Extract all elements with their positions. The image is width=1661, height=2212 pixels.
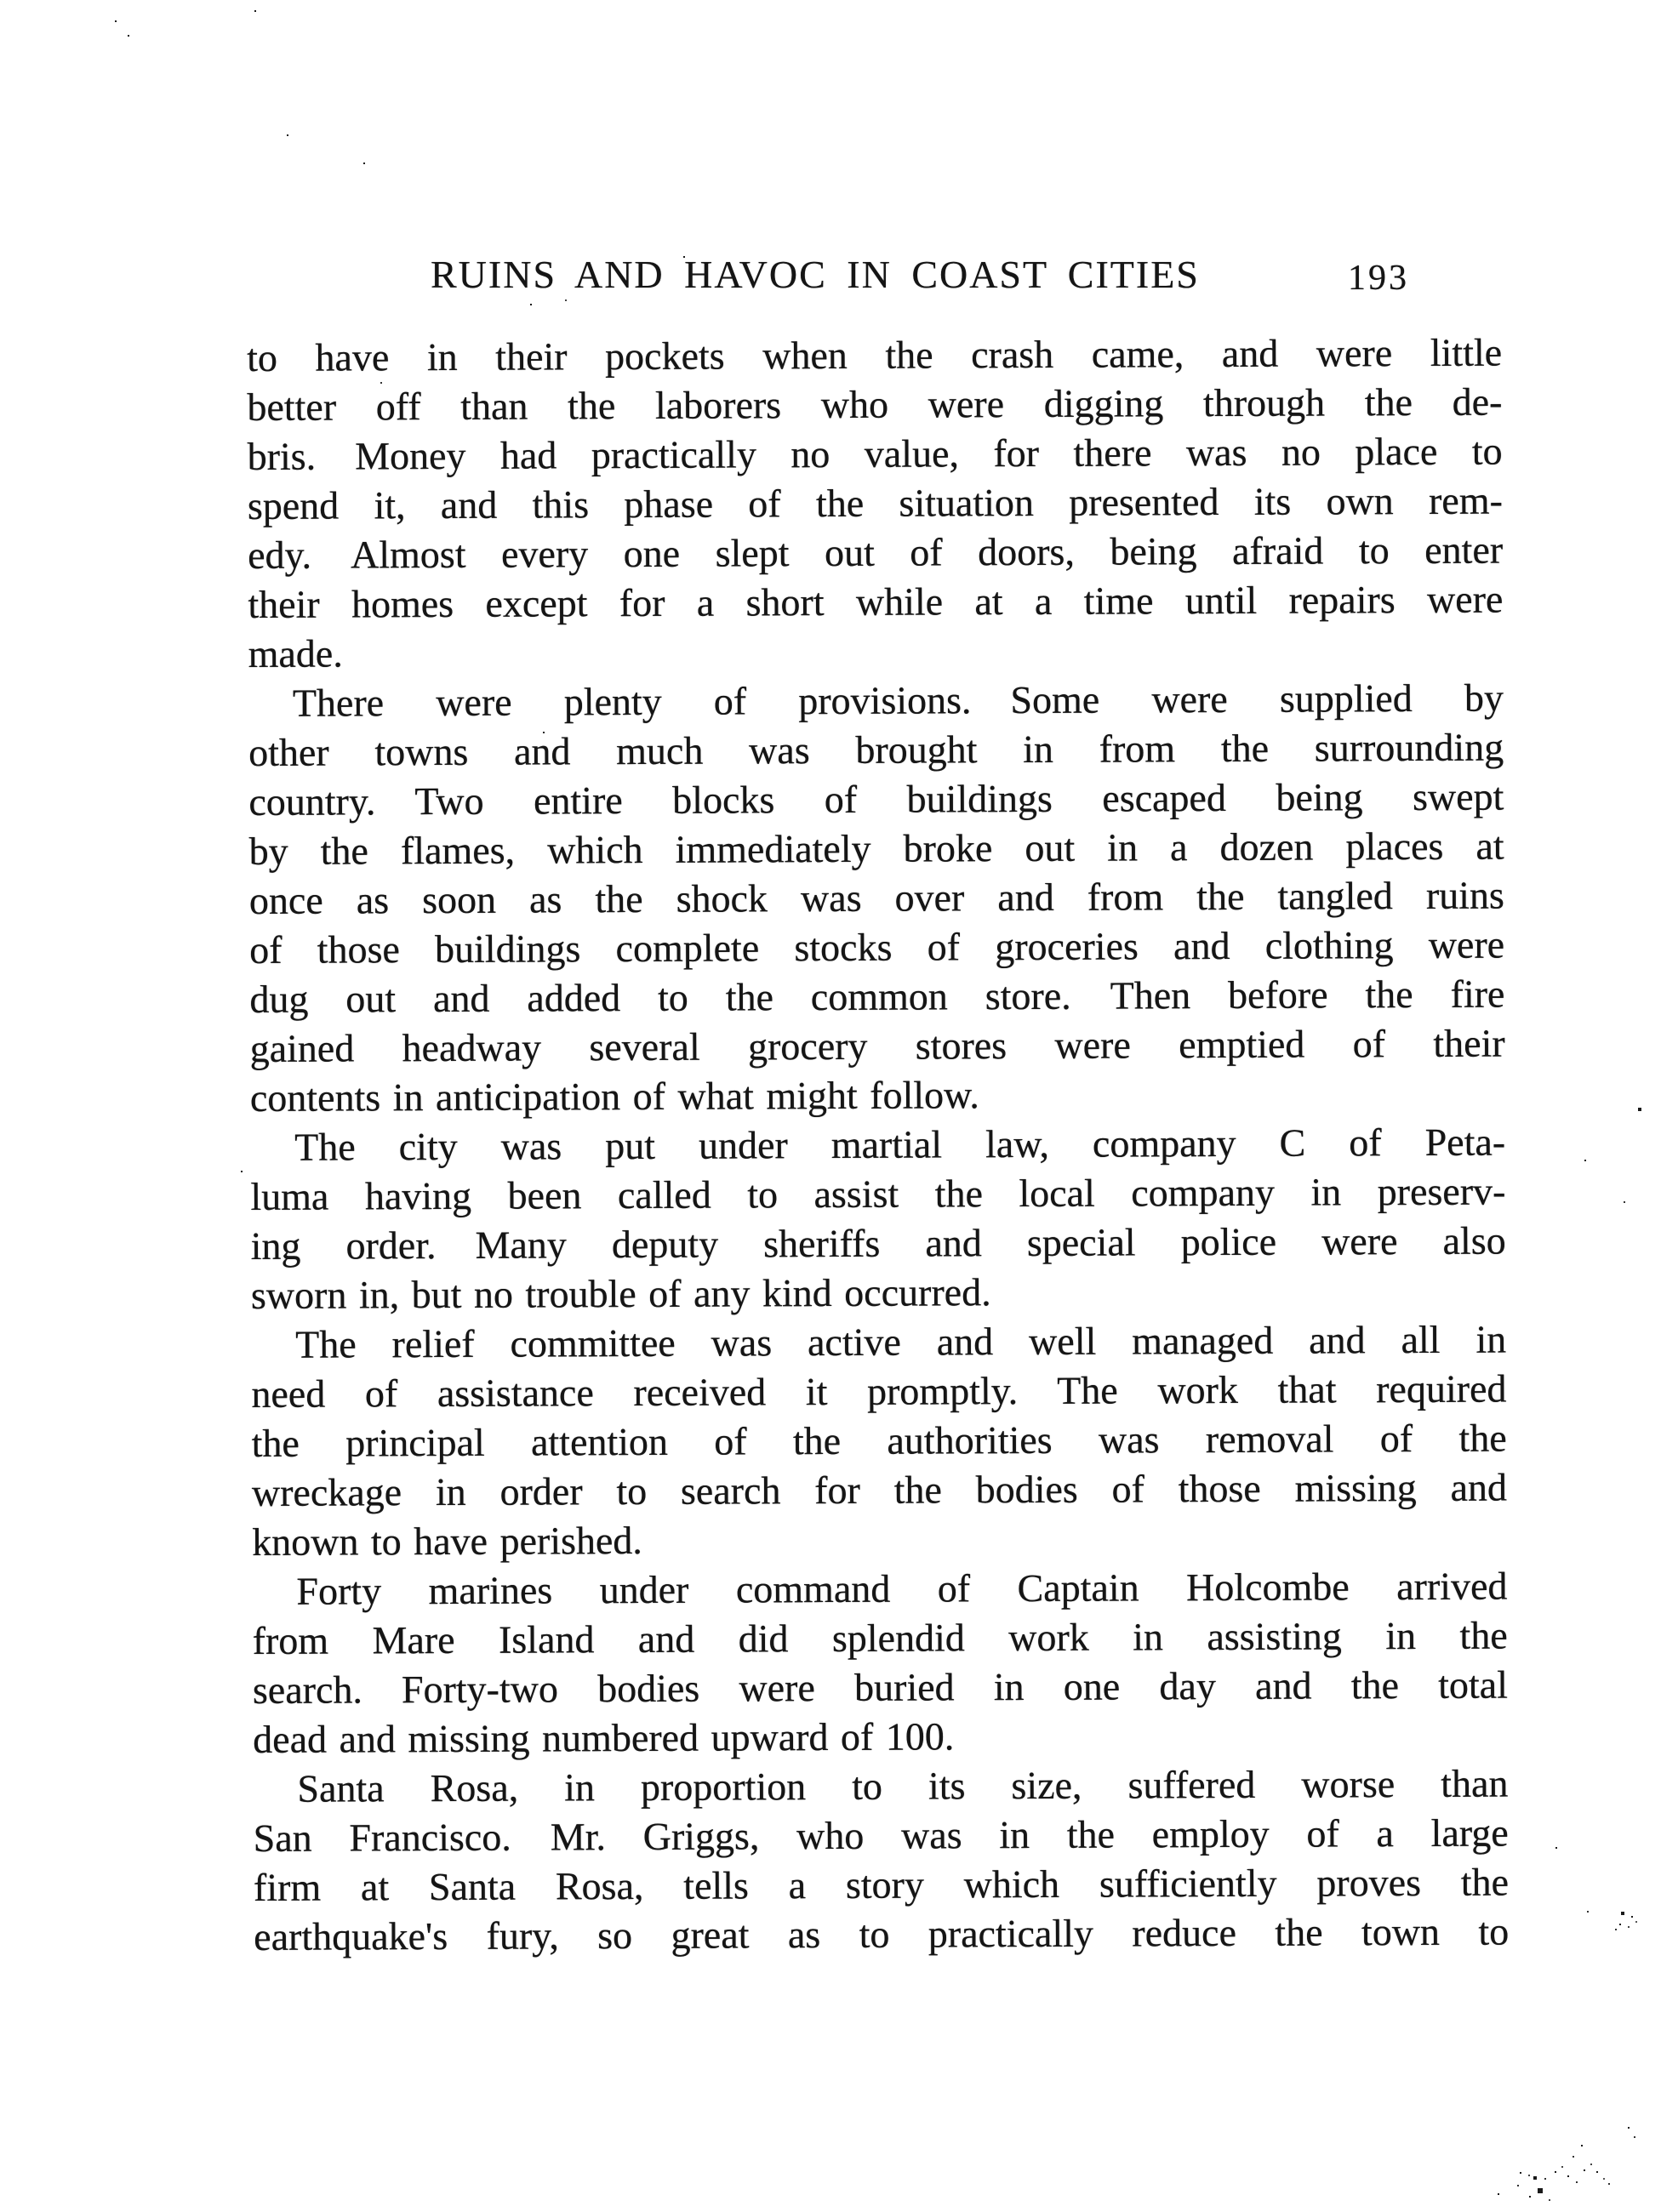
text-line: wreckage in order to search for the bodies of those missing and [251,1465,1508,1514]
text-line: need of assistance received it promptly. The work that required [251,1366,1507,1416]
paragraph [251,1315,1507,1567]
scan-noise-specks [0,0,2,2]
text-line: sworn in, but no trouble of any kind occurred. [250,1270,991,1317]
text-line: luma having been called to assist the local company in preserv- [250,1169,1506,1218]
text-line: their homes except for a short while at a time until repairs were [248,577,1504,626]
text-line: better off than the laborers who were digging through the de- [247,379,1503,429]
text-line: made. [248,631,343,676]
text-line: search. Forty-two bodies were buried in one day and the total [252,1662,1509,1712]
running-title: RUINS AND HAVOC IN COAST CITIES [431,253,1200,296]
text-line: ing order. Many deputy sheriffs and special police were also [250,1218,1506,1268]
text-line: The city was put under martial law, company C of Peta- [294,1120,1506,1169]
text-line: earthquake's fury, so great as to practically reduce the town to [254,1909,1510,1958]
text-line: San Francisco. Mr. Griggs, who was in the employ of a large [253,1810,1509,1860]
text-line: spend it, and this phase of the situation presented its own rem- [247,478,1503,527]
text-line: the principal attention of the authorities was removal of the [251,1416,1507,1465]
page-body [247,328,1509,1962]
text-line: Forty marines under command of Captain Holcombe arrived [296,1564,1508,1613]
text-line: dead and missing numbered upward of 100. [253,1714,955,1761]
text-line: by the flames, which immediately broke out in a dozen places at [248,824,1504,873]
paragraph [248,674,1505,1123]
text-line: contents in anticipation of what might follow. [249,1073,979,1120]
text-line: There were plenty of provisions. Some were supplied by [292,676,1504,725]
text-line: The relief committee was active and well managed and all in [295,1317,1507,1366]
text-line: from Mare Island and did splendid work in assisting in the [252,1613,1508,1662]
paragraph [250,1118,1506,1320]
text-line: known to have perished. [252,1518,642,1564]
text-line: bris. Money had practically no value, for there was no place to [247,429,1503,478]
text-line: once as soon as the shock was over and from the tangled ruins [248,873,1505,922]
text-line: gained headway several grocery stores were emptied of their [249,1021,1505,1070]
text-line: firm at Santa Rosa, tells a story which sufficiently proves the [253,1860,1510,1909]
text-line: of those buildings complete stocks of groceries and clothing were [249,922,1505,972]
paragraph [253,1759,1509,1962]
text-line: to have in their pockets when the crash came, and were little [247,330,1503,379]
text-line: other towns and much was brought in from the surrounding [248,725,1504,774]
text-line: country. Two entire blocks of buildings escaped being swept [248,774,1504,824]
text-line: edy. Almost every one slept out of doors, being afraid to enter [248,527,1504,577]
paragraph [247,328,1504,679]
text-line: Santa Rosa, in proportion to its size, suffered worse than [297,1761,1509,1810]
page-number: 193 [1348,259,1409,298]
text-line: dug out and added to the common store. Then before the fire [249,972,1505,1021]
paragraph [252,1562,1508,1764]
